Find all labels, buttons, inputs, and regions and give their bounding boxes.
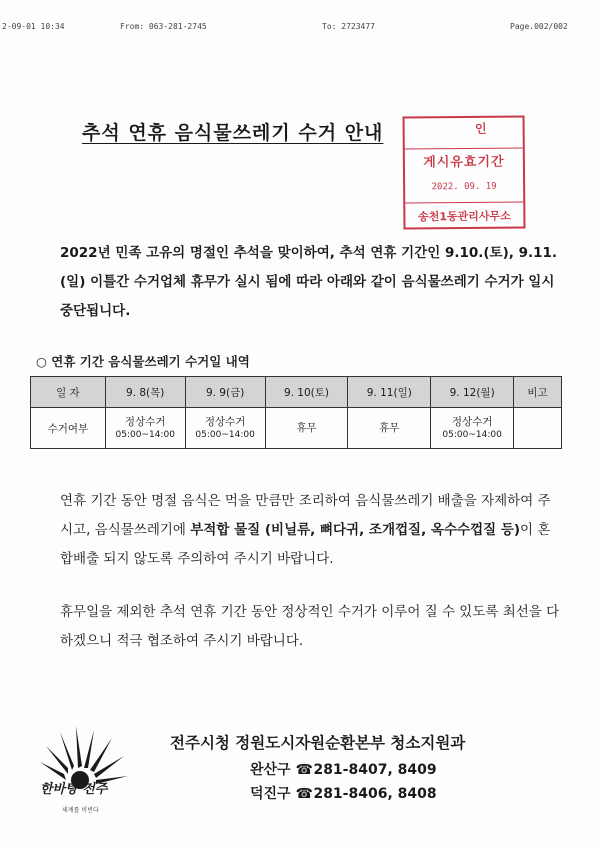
- contact-phone: 281-8406, 8408: [313, 786, 437, 802]
- fax-header: [0, 22, 600, 38]
- cell-time: 05:00~14:00: [115, 429, 175, 440]
- closing-paragraph: 휴무일을 제외한 추석 연휴 기간 동안 정상적인 수거가 이루어 질 수 있도록 최선을 다하겠으니 적극 협조하여 주시기 바랍니다.: [60, 604, 560, 649]
- stamp-divider: [405, 147, 523, 149]
- table-cell: [348, 408, 431, 449]
- table-header-cell: 일 자: [31, 377, 106, 408]
- phone-icon: ☎: [295, 762, 313, 778]
- fax-from: From: 063-281-2745: [120, 22, 207, 31]
- table-cell: [431, 408, 514, 449]
- table-header-cell: 9. 8(목): [105, 377, 185, 408]
- table-header-row: [31, 377, 562, 408]
- notice-text: 연휴 기간 동안 명절 음식은 먹을 만큼만 조리하여 음식물쓰레기 배출을 자제하여 주시고, 음식물쓰레기에: [60, 493, 551, 538]
- table-header-cell: 9. 10(토): [265, 377, 348, 408]
- cell-status: 휴무: [379, 421, 400, 434]
- notice-title: 추석 연휴 음식물쓰레기 수거 안내: [82, 122, 384, 144]
- schedule-heading: ○ 연휴 기간 음식물쓰레기 수거일 내역: [36, 354, 250, 369]
- collection-schedule-table: [30, 376, 562, 449]
- stamp-period-label: 게시유효기간: [423, 154, 505, 171]
- contact-district: 완산구: [250, 762, 291, 778]
- table-header-cell: 9. 12(월): [431, 377, 514, 408]
- organization-name: 전주시청 정원도시자원순환본부 청소지원과: [170, 734, 466, 752]
- contact-district: 덕진구: [250, 786, 291, 802]
- logo-subtitle: 세계를 비빈다: [62, 807, 99, 814]
- logo-slogan: 한바탕 전주: [40, 782, 108, 797]
- table-cell-remarks: [514, 408, 562, 449]
- cell-status: 휴무: [296, 421, 317, 434]
- fax-page: Page.002/002: [510, 22, 568, 31]
- table-header-cell: 비고: [514, 377, 562, 408]
- stamp-divider: [405, 201, 523, 203]
- cell-time: 05:00~14:00: [442, 429, 502, 440]
- intro-paragraph: 2022년 민족 고유의 명절인 추석을 맞이하여, 추석 연휴 기간인 9.10.(토), 9.11.(일) 이틀간 수거업체 휴무가 실시 됨에 따라 아래와 같이 음식물쓰레기 수거가 일시 중단됩니다.: [60, 245, 558, 319]
- notice-paragraph: [60, 487, 560, 574]
- cell-time: 05:00~14:00: [195, 429, 255, 440]
- table-cell: [265, 408, 348, 449]
- fax-to: To: 2723477: [322, 22, 375, 31]
- table-cell: [185, 408, 265, 449]
- cell-status: 정상수거: [204, 415, 246, 428]
- contact-line: [250, 759, 437, 779]
- contact-phone: 281-8407, 8409: [313, 762, 437, 778]
- table-row-label: 수거여부: [31, 408, 106, 449]
- cell-status: 정상수거: [124, 415, 166, 428]
- fax-timestamp: 2-09-01 10:34: [2, 22, 65, 31]
- contact-line: [250, 783, 437, 803]
- cell-status: 정상수거: [451, 415, 493, 428]
- jeonju-city-logo: [36, 722, 132, 818]
- notice-text: 이 혼합배출 되지 않도록 주의하여 주시기 바랍니다.: [60, 522, 551, 567]
- table-cell: [105, 408, 185, 449]
- notice-emphasis: 부적합 물질 (비닐류, 뼈다귀, 조개껍질, 옥수수껍질 등): [190, 522, 521, 538]
- phone-icon: ☎: [295, 786, 313, 802]
- stamp-office: 송천1동관리사무소: [417, 209, 511, 224]
- table-header-cell: 9. 11(일): [348, 377, 431, 408]
- table-header-cell: 9. 9(금): [185, 377, 265, 408]
- table-row: [31, 408, 562, 449]
- stamp-head: 인: [474, 121, 487, 136]
- posting-stamp: [403, 115, 526, 229]
- stamp-date: 2022. 09. 19: [431, 181, 497, 193]
